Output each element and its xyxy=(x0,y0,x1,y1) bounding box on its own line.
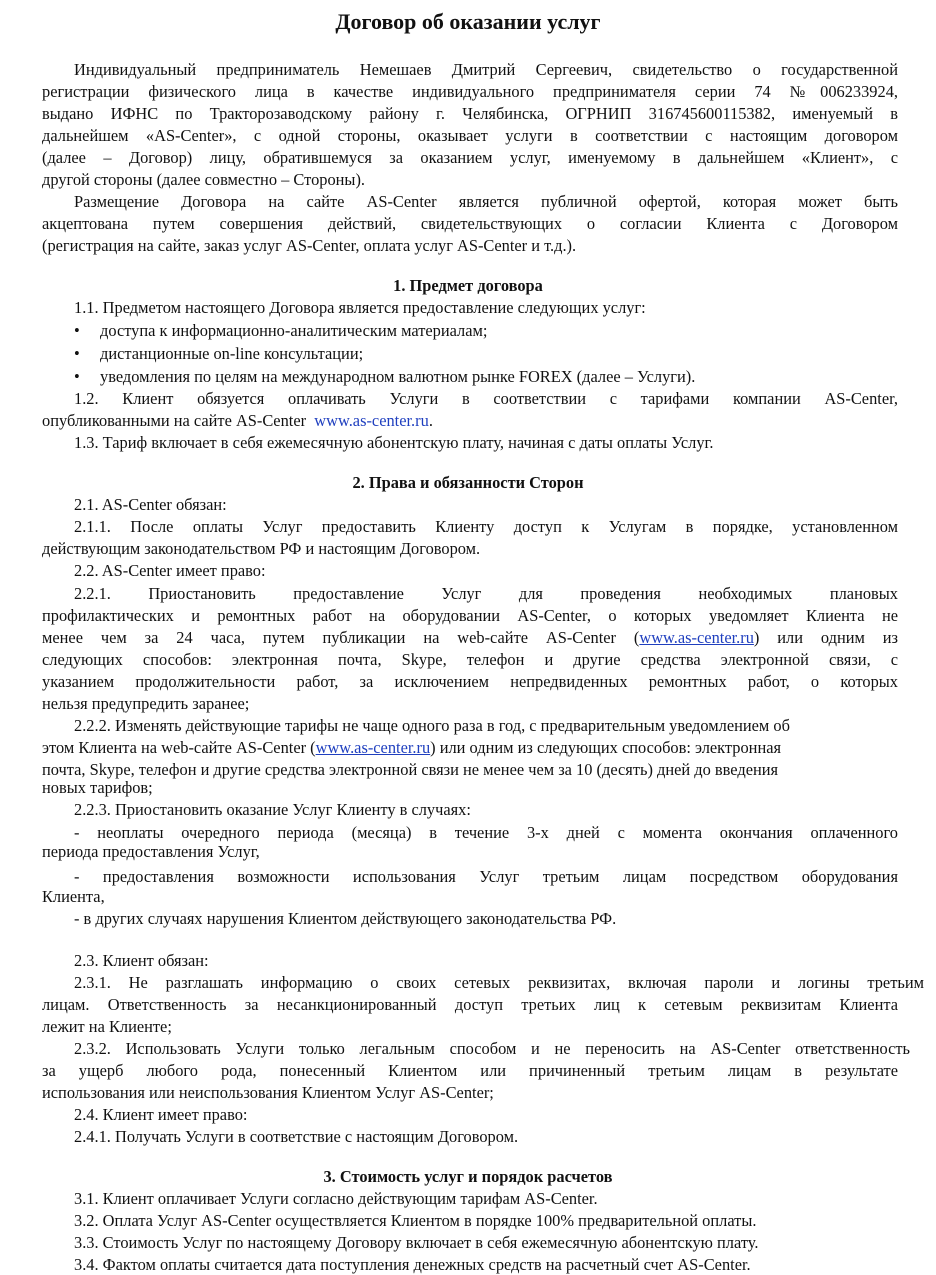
dash-item-cont: Клиента, xyxy=(42,887,105,906)
section-3-heading: 3. Стоимость услуг и порядок расчетов xyxy=(323,1167,613,1186)
clause-2-3-2-cont: за ущерб любого рода, понесенный Клиентом или причиненный третьим лицам в результате xyxy=(42,1061,898,1080)
clause-1-2: 1.2. Клиент обязуется оплачивать Услуги в соответствии с тарифами компании AS-Center, xyxy=(74,389,898,408)
clause-2-3-1-cont: лежит на Клиенте; xyxy=(42,1017,172,1036)
intro-line: (регистрация на сайте, заказ услуг AS-Center, оплата услуг AS-Center и т.д.). xyxy=(42,236,577,255)
clause-3-4: 3.4. Фактом оплаты считается дата поступления денежных средств на расчетный счет AS-Center. xyxy=(74,1255,751,1274)
clause-2-4: 2.4. Клиент имеет право: xyxy=(74,1105,248,1124)
clause-2-3-2: 2.3.2. Использовать Услуги только легальным способом и не переносить на AS-Center ответственность xyxy=(74,1039,910,1058)
clause-1-1: 1.1. Предметом настоящего Договора является предоставление следующих услуг: xyxy=(74,298,646,317)
clause-2-3-1: 2.3.1. Не разглашать информацию о своих сетевых реквизитах, включая пароли и логины третьим xyxy=(74,973,924,992)
clause-2-1: 2.1. AS-Center обязан: xyxy=(74,495,227,514)
dash-item-cont: периода предоставления Услуг, xyxy=(42,842,260,861)
clause-2-4-1: 2.4.1. Получать Услуги в соответствие с настоящим Договором. xyxy=(74,1127,519,1146)
intro-line: акцептована путем совершения действий, свидетельствующих о согласии Клиента с Договором xyxy=(42,214,898,233)
site-link[interactable]: www.as-center.ru xyxy=(314,411,429,430)
clause-2-2-2-cont: новых тарифов; xyxy=(42,778,153,797)
intro-line: другой стороны (далее совместно – Стороны). xyxy=(42,170,365,189)
clause-2-2-1-cont: указанием продолжительности работ, за исключением непредвиденных ремонтных работ, о которых xyxy=(42,672,898,691)
dash-item: - в других случаях нарушения Клиентом действующего законодательства РФ. xyxy=(74,909,617,928)
clause-2-2-1-cont: следующих способов: электронная почта, Skype, телефон и другие средства электронной связи, с xyxy=(42,650,898,669)
clause-2-1-1: 2.1.1. После оплаты Услуг предоставить Клиенту доступ к Услугам в порядке, установленном xyxy=(74,517,898,536)
bullet-item: • дистанционные on-line консультации; xyxy=(74,344,364,363)
clause-1-3: 1.3. Тариф включает в себя ежемесячную абонентскую плату, начиная с даты оплаты Услуг. xyxy=(74,433,714,452)
intro-line: Индивидуальный предприниматель Немешаев Дмитрий Сергеевич, свидетельство о государственной xyxy=(74,60,898,79)
section-2-heading: 2. Права и обязанности Сторон xyxy=(352,473,584,492)
bullet-item: • доступа к информационно-аналитическим материалам; xyxy=(74,321,488,340)
clause-3-3: 3.3. Стоимость Услуг по настоящему Договору включает в себя ежемесячную абонентскую плату. xyxy=(74,1233,759,1252)
site-link[interactable]: www.as-center.ru xyxy=(639,628,754,647)
clause-2-2-1-cont: менее чем за 24 часа, путем публикации на web-сайте AS-Center (www.as-center.ru) или одним из xyxy=(42,628,898,647)
dash-item: - неоплаты очередного периода (месяца) в течение 3-х дней с момента окончания оплаченного xyxy=(74,823,898,842)
intro-line: регистрации физического лица в качестве индивидуального предпринимателя серии 74 №006233924, xyxy=(42,82,898,101)
clause-2-3-2-cont: использования или неиспользования Клиентом Услуг AS-Center; xyxy=(42,1083,494,1102)
bullet-icon: • xyxy=(74,321,80,340)
section-1-heading: 1. Предмет договора xyxy=(393,276,543,295)
intro-line: дальнейшем «AS-Center», с одной стороны, оказывает услуги в соответствии с настоящим договором xyxy=(42,126,898,145)
clause-2-2-2-cont: этом Клиента на web-сайте AS-Center (www.as-center.ru) или одним из следующих способов: электронная xyxy=(42,738,782,757)
site-link[interactable]: www.as-center.ru xyxy=(315,738,431,757)
document-title: Договор об оказании услуг xyxy=(335,9,601,34)
clause-2-2-1-cont: нельзя предупредить заранее; xyxy=(42,694,250,713)
clause-3-2: 3.2. Оплата Услуг AS-Center осуществляется Клиентом в порядке 100% предварительной оплаты. xyxy=(74,1211,757,1230)
clause-2-3-1-cont: лицам. Ответственность за несанкционированный доступ третьих лиц к сетевым реквизитам Клиента xyxy=(42,995,898,1014)
clause-2-1-1-cont: действующим законодательством РФ и настоящим Договором. xyxy=(42,539,481,558)
clause-2-2-3: 2.2.3. Приостановить оказание Услуг Клиенту в случаях: xyxy=(74,800,471,819)
clause-2-2-1: 2.2.1. Приостановить предоставление Услуг для проведения необходимых плановых xyxy=(74,584,898,603)
clause-2-2: 2.2. AS-Center имеет право: xyxy=(74,561,266,580)
clause-2-2-1-cont: профилактических и ремонтных работ на оборудовании AS-Center, о которых уведомляет Клиента не xyxy=(42,606,898,625)
bullet-item: • уведомления по целям на международном валютном рынке FOREX (далее – Услуги). xyxy=(74,367,696,386)
clause-2-2-2: 2.2.2. Изменять действующие тарифы не чаще одного раза в год, с предварительным уведомлением об xyxy=(74,716,790,735)
intro-line: выдано ИФНС по Тракторозаводскому району г. Челябинска, ОГРНИП 316745600115382, именуемый в xyxy=(42,104,898,123)
clause-2-3: 2.3. Клиент обязан: xyxy=(74,951,209,970)
intro-line: Размещение Договора на сайте AS-Center является публичной офертой, которая может быть xyxy=(74,192,898,211)
intro-line: (далее – Договор) лицу, обратившемуся за оказанием услуг, именуемому в дальнейшем «Клиент», с xyxy=(42,148,898,167)
bullet-icon: • xyxy=(74,367,80,386)
dash-item: - предоставления возможности использования Услуг третьим лицам посредством оборудования xyxy=(74,867,898,886)
clause-3-1: 3.1. Клиент оплачивает Услуги согласно действующим тарифам AS-Center. xyxy=(74,1189,598,1208)
clause-1-2-cont: опубликованными на сайте AS-Center www.as-center.ru. xyxy=(42,411,433,430)
bullet-icon: • xyxy=(74,344,80,363)
clause-2-2-2-cont: почта, Skype, телефон и другие средства электронной связи не менее чем за 10 (десять) дней до введения xyxy=(42,760,779,779)
